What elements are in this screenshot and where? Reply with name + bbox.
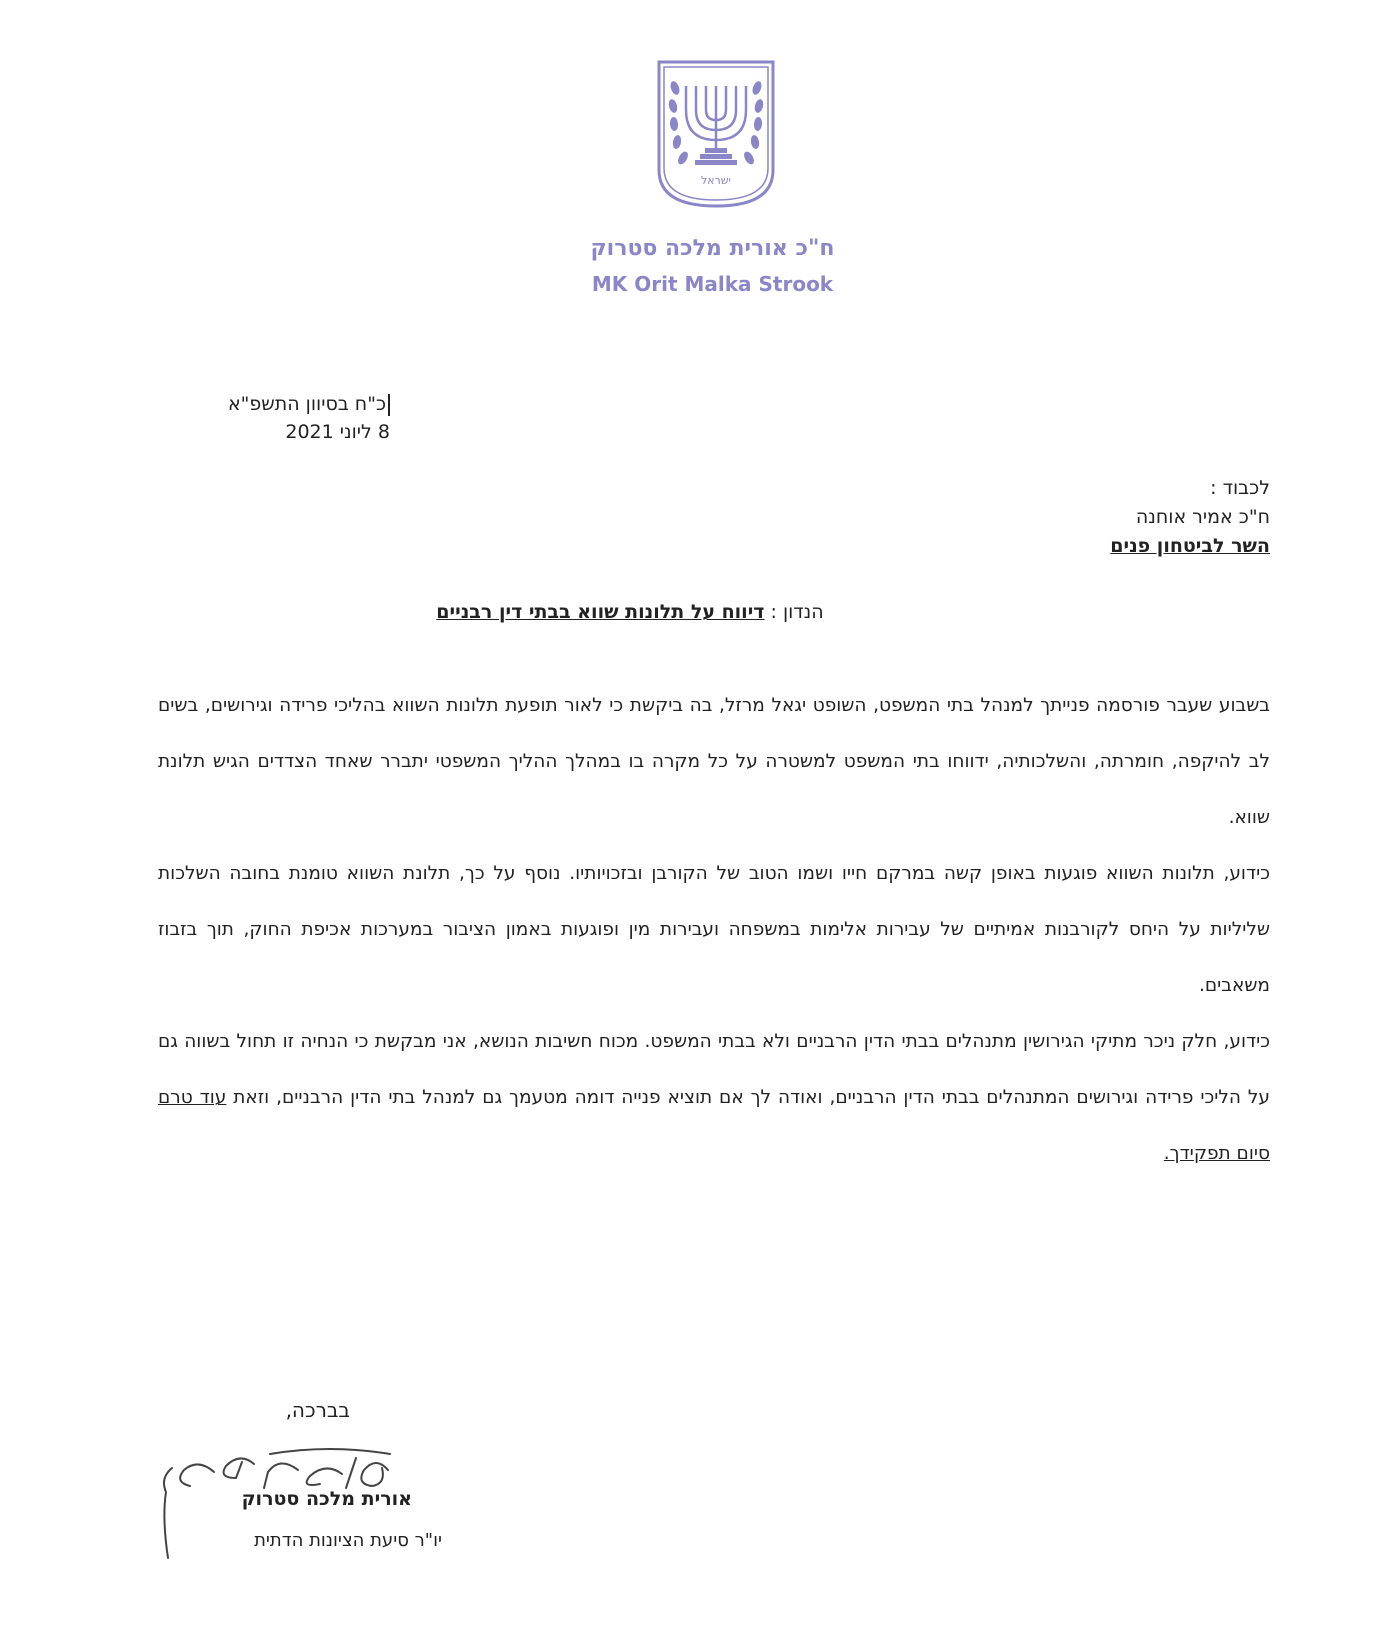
closing: בברכה, — [285, 1398, 350, 1422]
letter-date — [170, 390, 390, 446]
subject-title: דיווח על תלונות שווא בבתי דין רבניים — [436, 601, 765, 623]
subject-line — [300, 601, 960, 623]
subject-label: הנדון : — [770, 601, 824, 623]
body-paragraph-2: כידוע, תלונות השווא פוגעות באופן קשה במרקם חייו ושמו הטוב של הקורבן ובזכויותיו. נוסף על כך, תלונת השווא טומנת בחובה השלכות שליליות על היחס לקורבנות אמיתיים של עבירות אלימות במשפחה ועבירות מין ופוגעות באמון הציבור במערכות אכיפת החוק, תוך בזבוז משאבים. — [158, 863, 1270, 996]
emblem-label: ישראל — [700, 174, 732, 187]
date-gregorian: 8 ליוני 2021 — [285, 421, 390, 443]
signatory-role: יו"ר סיעת הציונות הדתית — [254, 1530, 442, 1551]
body-paragraph-3-text: כידוע, חלק ניכר מתיקי הגירושין מתנהלים בבתי הדין הרבניים ולא בבתי המשפט. מכוח חשיבות הנושא, אני מבקשת כי הנחיה זו תחול בשווה גם על הליכי פרידה וגירושים המתנהלים בבתי הדין הרבניים, ואודה לך אם תוציא פנייה דומה מטעמך גם למנהל בתי הדין הרבניים, וזאת — [158, 1031, 1270, 1108]
letterhead-name-hebrew: ח"כ אורית מלכה סטרוק — [590, 236, 835, 261]
body-paragraph-3-underlined: עוד טרם סיום תפקידך. — [158, 1087, 1270, 1164]
body-paragraph-1: בשבוע שעבר פורסמה פנייתך למנהל בתי המשפט, השופט יגאל מרזל, בה ביקשת כי לאור תופעת תלונות השווא בהליכי פרידה וגירושים, בשים לב להיקפה, חומרתה, והשלכותיה, ידווחו בתי המשפט למשטרה על כל מקרה בו במהלך ההליך המשפטי יתברר שאחד הצדדים הגיש תלונת שווא. — [158, 695, 1270, 828]
recipient-name: ח"כ אמיר אוחנה — [1135, 506, 1270, 528]
letter-body — [158, 678, 1270, 1182]
state-emblem — [653, 58, 779, 210]
body-paragraph-3 — [158, 1014, 1270, 1182]
recipient-block — [850, 474, 1270, 561]
recipient-title: השר לביטחון פנים — [1110, 535, 1270, 557]
recipient-salutation: לכבוד : — [1210, 477, 1270, 499]
letterhead-name-english: MK Orit Malka Strook — [591, 272, 834, 296]
signatory-name: אורית מלכה סטרוק — [241, 1488, 412, 1510]
text-cursor — [388, 394, 390, 416]
date-hebrew: כ"ח בסיוון התשפ"א — [227, 393, 386, 415]
